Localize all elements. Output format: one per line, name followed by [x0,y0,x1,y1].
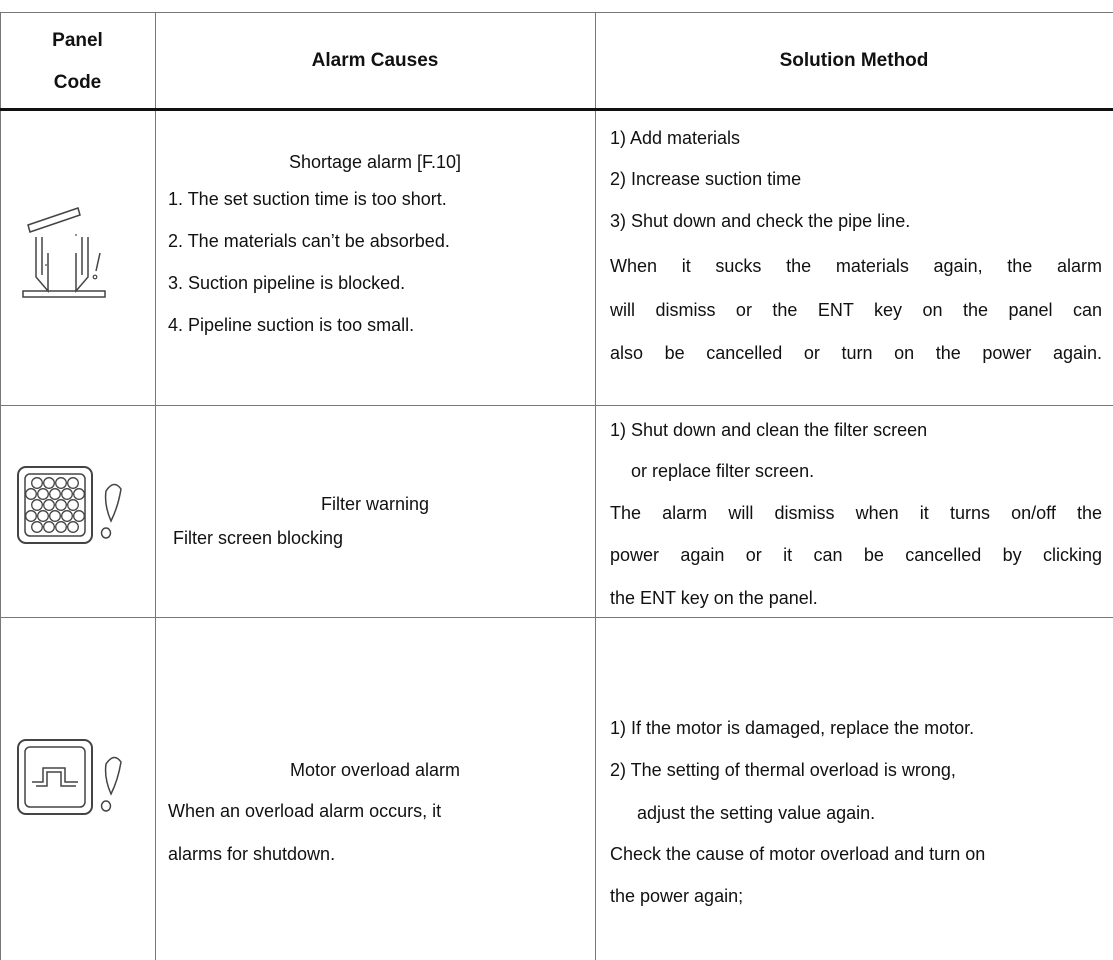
solution-line: 1) If the motor is damaged, replace the motor. [610,718,975,738]
solution-line: will dismiss or the ENT key on the panel can [610,300,1102,320]
solution-line: adjust the setting value again. [637,803,876,823]
cause-title-shortage: Shortage alarm [F.10] [288,152,462,172]
header-bottom-rule [0,108,1113,111]
row-divider-2 [0,617,1113,618]
solution-line: 1) Add materials [610,128,741,148]
header-solution-method: Solution Method [779,50,929,71]
solution-line: 2) The setting of thermal overload is wrong, [610,760,956,780]
cause-item: 3. Suction pipeline is blocked. [168,273,406,293]
column-divider-2 [595,12,596,960]
solution-line: When it sucks the materials again, the alarm [610,256,1102,276]
table-top-border [0,12,1113,13]
table-left-border [0,12,1,960]
cause-item: 2. The materials can’t be absorbed. [168,231,450,251]
cause-item: 1. The set suction time is too short. [168,189,447,209]
cause-title-motor: Motor overload alarm [289,760,461,780]
solution-line: or replace filter screen. [631,461,815,481]
cause-title-filter: Filter warning [320,494,430,514]
header-panel-code [0,20,155,104]
row-divider-1 [0,405,1113,406]
cause-item: alarms for shutdown. [168,844,336,864]
solution-line: 3) Shut down and check the pipe line. [610,211,911,231]
motor-overload-icon [16,738,146,848]
filter-warning-icon [16,465,146,575]
solution-line: 2) Increase suction time [610,169,802,189]
solution-line: 1) Shut down and clean the filter screen [610,420,928,440]
header-panel-code-line1: Panel [52,30,103,51]
cause-item: 4. Pipeline suction is too small. [168,315,415,335]
solution-line: the power again; [610,886,744,906]
cause-item: Filter screen blocking [173,528,344,548]
solution-line: also be cancelled or turn on the power again. [610,343,1102,363]
header-alarm-causes: Alarm Causes [311,50,439,71]
solution-line: The alarm will dismiss when it turns on/off the [610,503,1102,523]
material-shortage-icon [18,205,128,305]
solution-line: Check the cause of motor overload and turn on [610,844,986,864]
solution-line: power again or it can be cancelled by clicking [610,545,1102,565]
header-panel-code-line2: Code [53,72,102,93]
cause-item: When an overload alarm occurs, it [168,801,442,821]
solution-line: the ENT key on the panel. [610,588,818,608]
